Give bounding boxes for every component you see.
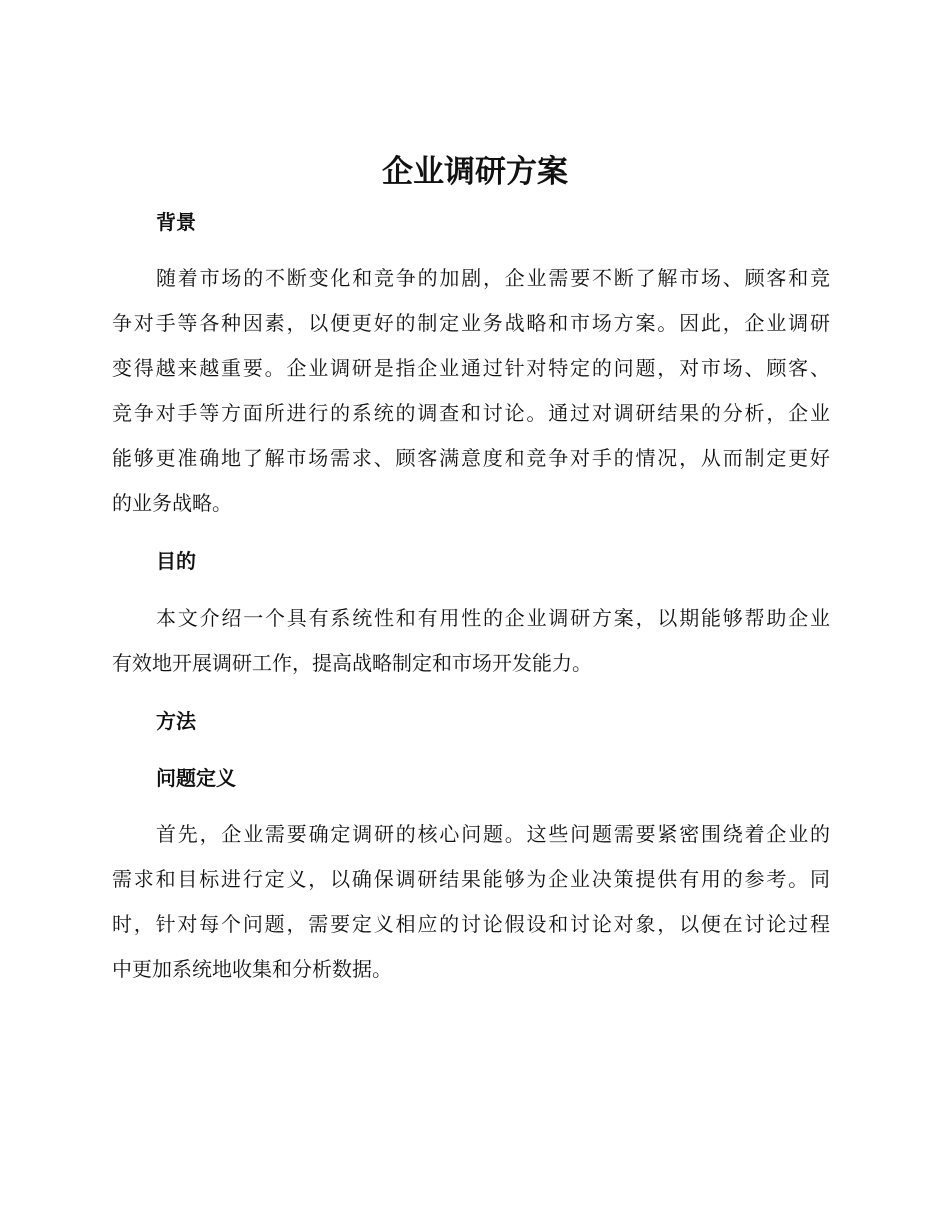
paragraph-line: 时，针对每个问题，需要定义相应的讨论假设和讨论对象，以便在讨论过程 [112, 912, 830, 936]
paragraph-line: 需求和目标进行定义，以确保调研结果能够为企业决策提供有用的参考。同 [112, 867, 830, 891]
section-heading-method: 方法 [156, 709, 196, 733]
paragraph-line: 本文介绍一个具有系统性和有用性的企业调研方案，以期能够帮助企业 [156, 606, 830, 630]
paragraph-line: 竞争对手等方面所进行的系统的调查和讨论。通过对调研结果的分析，企业 [112, 401, 830, 425]
paragraph-line: 变得越来越重要。企业调研是指企业通过针对特定的问题，对市场、顾客、 [112, 356, 830, 380]
paragraph-line: 争对手等各种因素，以便更好的制定业务战略和市场方案。因此，企业调研 [112, 311, 830, 335]
section-heading-background: 背景 [156, 210, 196, 234]
paragraph-line: 随着市场的不断变化和竞争的加剧，企业需要不断了解市场、顾客和竞 [156, 266, 830, 290]
paragraph-problem-definition [112, 812, 830, 992]
paragraph-line: 的业务战略。 [112, 491, 232, 515]
paragraph-background [112, 256, 830, 526]
document-title: 企业调研方案 [382, 154, 568, 190]
section-heading-purpose: 目的 [156, 549, 196, 573]
section-heading-problem-definition: 问题定义 [156, 766, 236, 790]
paragraph-line: 有效地开展调研工作，提高战略制定和市场开发能力。 [112, 651, 592, 675]
paragraph-line: 能够更准确地了解市场需求、顾客满意度和竞争对手的情况，从而制定更好 [112, 446, 830, 470]
paragraph-line: 中更加系统地收集和分析数据。 [112, 957, 392, 981]
paragraph-line: 首先，企业需要确定调研的核心问题。这些问题需要紧密围绕着企业的 [156, 822, 830, 846]
paragraph-purpose [112, 596, 830, 686]
